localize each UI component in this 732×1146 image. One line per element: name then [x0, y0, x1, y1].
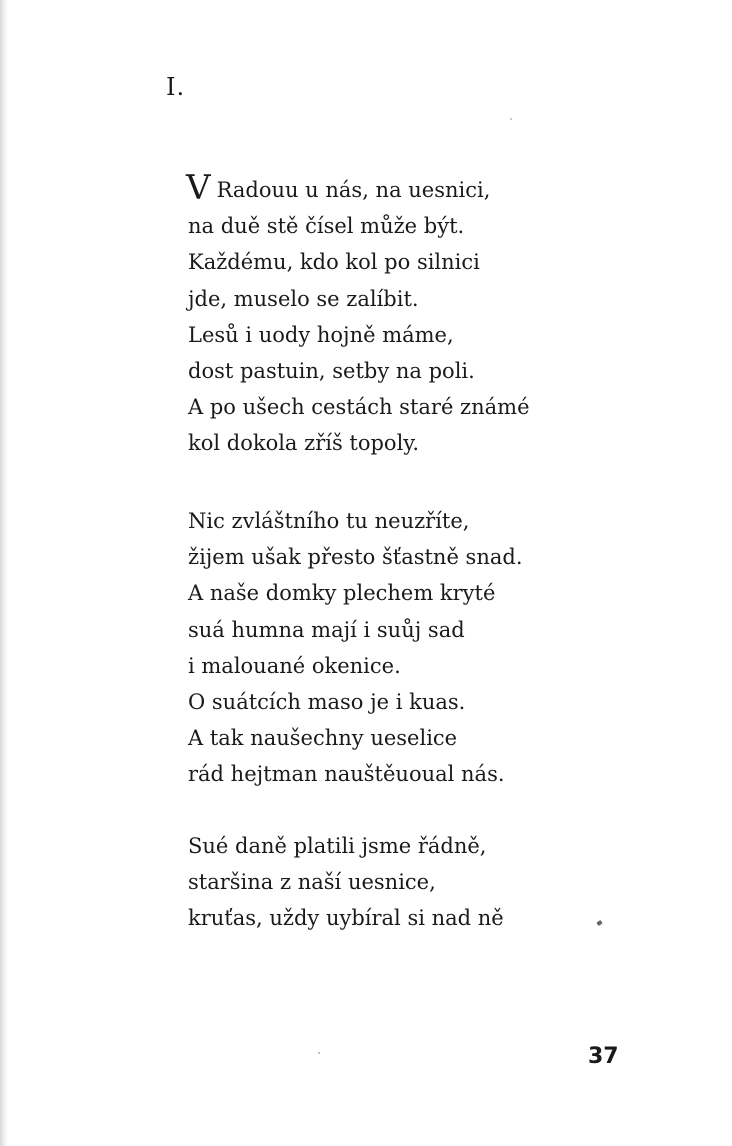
section-heading: I.: [166, 73, 186, 101]
poem-line: kol dokola zříš topoly.: [188, 431, 420, 456]
poem-line: staršina z naší uesnice,: [188, 870, 436, 895]
ink-speck: [510, 118, 512, 120]
poem-line-text: Radouu u nás, na uesnici,: [216, 178, 491, 202]
ink-speck: [596, 920, 602, 926]
poem-line: Nic zvláštního tu neuzříte,: [188, 509, 470, 533]
stanza-1: [186, 168, 530, 462]
poem-line: A naše domky plechem kryté: [188, 581, 496, 606]
poem-line: O suátcích maso je i kuas.: [188, 689, 466, 714]
poem-line: rád hejtman nauštěuoual nás.: [188, 762, 505, 787]
poem-line: i malouané okenice.: [188, 653, 401, 678]
poem-line: A tak naušechny ueselice: [188, 726, 458, 751]
poem-line: na duě stě čísel může být.: [188, 214, 465, 239]
stanza-3: [188, 828, 504, 937]
page-number: 37: [588, 1044, 619, 1069]
poem-line: Lesů i uody hojně máme,: [188, 322, 454, 347]
poem-line: kruťas, uždy uybíral si nad ně: [188, 906, 504, 931]
poem-line: dost pastuin, setby na poli.: [188, 358, 475, 383]
poem-line: [186, 168, 530, 208]
poem-line: Sué daně platili jsme řádně,: [188, 834, 487, 858]
ink-speck: [318, 1052, 320, 1054]
stanza-2: [188, 503, 523, 793]
poem-line: žijem ušak přesto šťastně snad.: [188, 545, 523, 570]
poem-line: Každému, kdo kol po silnici: [188, 250, 480, 275]
poem-line: suá humna mají i suůj sad: [188, 617, 465, 642]
poem-line: jde, muselo se zalíbit.: [188, 286, 419, 311]
page-binding-edge: [0, 0, 8, 1146]
poem-line: A po ušech cestách staré známé: [188, 395, 530, 420]
drop-cap: V: [186, 168, 211, 208]
